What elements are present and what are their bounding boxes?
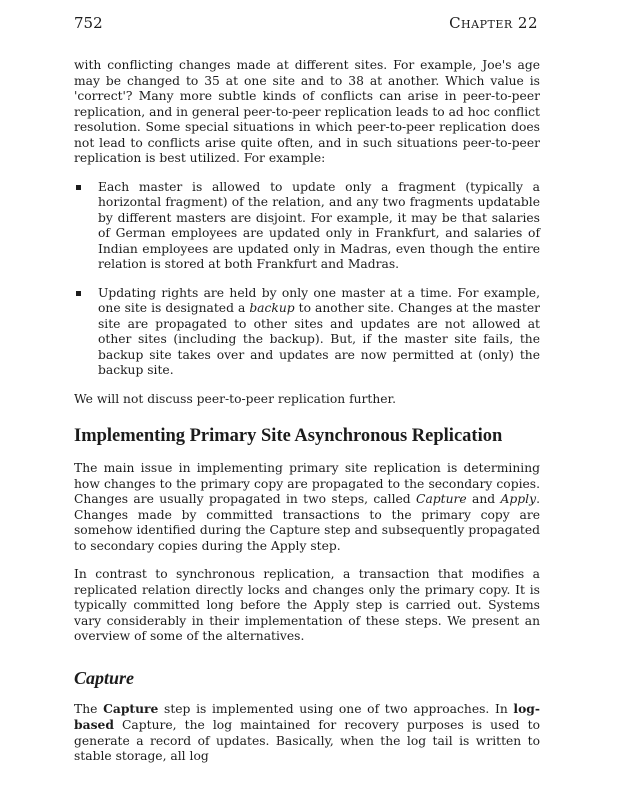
list-item (74, 286, 540, 379)
page-header (74, 14, 538, 36)
log-based-term: log-based (74, 700, 540, 732)
capture-term: Capture (416, 492, 467, 506)
section-paragraph-2: In contrast to synchronous replication, a transaction that modifies a replicated relation directly locks and changes only the primary copy. It is typically committed long before the Apply step is carried out. Systems vary considerably in their implementation of these steps. We present an overview of some of the alternatives. (74, 567, 540, 643)
page-number: 752 (74, 14, 103, 32)
backup-term: backup (249, 301, 295, 315)
intro-paragraph: with conflicting changes made at different sites. For example, Joe's age may be changed to 35 at one site and to 38 at another. Which value is 'correct'? Many more subtle kinds of conflicts can arise in peer-to-peer replication, and in general peer-to-peer replication leads to ad hoc conflict resolution. Some special situations in which peer-to-peer replication does not lead to conflicts arise quite often, and in such situations peer-to-peer replication is best utilized. For example: (74, 58, 540, 165)
bullet-text-2-after: to another site. Changes at the master site are propagated to other sites and updates are not allowed at other sites (including the backup). But, if the master site fails, the backup site takes over and updates are now permitted at (only) the backup site. (98, 301, 540, 377)
page-body (74, 58, 540, 778)
section-p1-after: . Changes made by committed transactions to the primary copy are somehow identified during the Capture step and subsequently propagated to secondary copies during the Apply step. (74, 492, 540, 553)
subsection-p1-middle: step is implemented using one of two approaches. In (158, 701, 514, 716)
section-p1-before: The main issue in implementing primary site replication is determining how changes to the primary copy are propagated to the secondary copies. Changes are usually propagated in two steps, called (74, 461, 540, 506)
bullet-text-1: Each master is allowed to update only a fragment (typically a horizontal fragment) of the relation, and any two fragments updatable by different masters are disjoint. For example, it may be that salaries of German employees are updated only in Frankfurt, and salaries of Indian employees are updated only in Madras, even though the entire relation is stored at both Frankfurt and Madras. (98, 179, 540, 271)
section-p1-and: and (466, 492, 501, 506)
subsection-p1-after: Capture, the log maintained for recovery purposes is used to generate a record of updates. Basically, when the log tail is written to stable storage, all log (74, 718, 540, 763)
bullet-icon (76, 185, 81, 190)
bullet-list (74, 180, 540, 379)
list-item (74, 180, 540, 273)
subsection-paragraph (74, 701, 540, 765)
subsection-p1-before: The (74, 701, 104, 716)
chapter-label: Chapter 22 (449, 14, 538, 32)
apply-term: Apply (500, 492, 537, 506)
bullet-text-2-before: Updating rights are held by only one master at a time. For example, one site is designated a (98, 285, 540, 315)
bullet-icon (76, 291, 81, 296)
section-title: Implementing Primary Site Asynchronous Replication (74, 426, 503, 446)
capture-bold-term: Capture (103, 700, 159, 716)
subsection-title: Capture (74, 667, 135, 688)
closing-paragraph: We will not discuss peer-to-peer replication further. (74, 391, 396, 406)
section-paragraph-1 (74, 461, 540, 554)
